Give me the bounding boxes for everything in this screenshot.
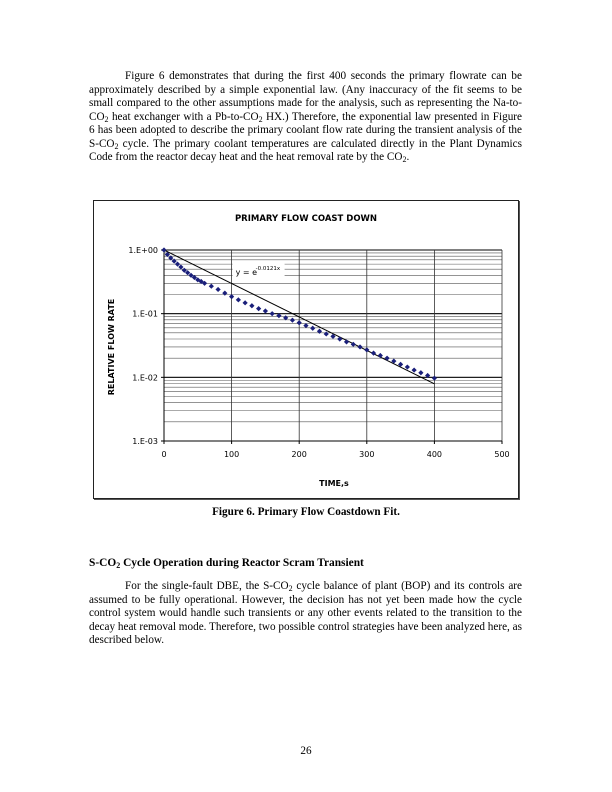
data-point-marker — [263, 308, 268, 313]
data-point-marker — [236, 297, 241, 302]
data-point-marker — [412, 367, 417, 372]
data-point-marker — [357, 344, 362, 349]
svg-text:-0.0121x: -0.0121x — [255, 266, 281, 273]
data-point-marker — [161, 247, 166, 252]
data-point-marker — [256, 306, 261, 311]
body-paragraph-1: Figure 6 demonstrates that during the first 400 seconds the primary flowrate can be approximately described by a simple exponential law. (Any inaccuracy of the fit seems to be small compared to the other assumptions made for the analysis, such as representing the $Na-to-CO_2$ heat exchanger with a $Pb-to-CO_2$ HX.) Therefore, the exponential law presented in Figure 6 has been adopted to describe the primary coolant flow rate during the transient analysis of the $S-CO_2$ cycle. The primary coolant temperatures are calculated directly in the Plant Dynamics Code from the reactor decay heat and the heat removal rate by the $CO_2$. — [89, 70, 522, 164]
data-point-marker — [297, 320, 302, 325]
y-tick-label: 1.E-03 — [132, 437, 158, 446]
page-number: 26 — [300, 745, 312, 757]
data-point-marker — [249, 303, 254, 308]
section-heading: $S-CO_2$ Cycle Operation during Reactor Scram Transient — [89, 557, 364, 570]
body-paragraph-2: For the single-fault DBE, the $S-CO_2$ cycle balance of plant (BOP) and its controls are assumed to be fully operational. However, the decision has not yet been made how the cycle control system would handle such transients or any other events related to the transition to the decay heat removal mode. Therefore, two possible control strategies have been analyzed here, as described below. — [89, 580, 522, 646]
data-point-marker — [243, 300, 248, 305]
data-point-marker — [310, 326, 315, 331]
data-point-marker — [229, 294, 234, 299]
data-point-marker — [215, 287, 220, 292]
data-point-marker — [418, 370, 423, 375]
y-tick-label: 1.E-01 — [132, 309, 158, 319]
x-tick-label: 100 — [223, 450, 240, 459]
data-point-marker — [337, 336, 342, 341]
data-point-marker — [324, 331, 329, 336]
chart-gridlines — [164, 250, 502, 441]
figure-6-chart — [93, 200, 519, 499]
data-point-marker — [175, 262, 180, 267]
x-tick-label: 500 — [494, 450, 510, 459]
chart-axes — [128, 246, 509, 459]
data-point-marker — [344, 339, 349, 344]
data-point-marker — [172, 258, 177, 263]
data-point-marker — [290, 318, 295, 323]
x-tick-label: 400 — [426, 450, 443, 459]
data-point-marker — [270, 311, 275, 316]
x-tick-label: 0 — [161, 450, 167, 459]
data-point-marker — [222, 291, 227, 296]
data-point-marker — [178, 264, 183, 269]
x-tick-label: 300 — [359, 450, 375, 459]
figure-caption: Figure 6. Primary Flow Coastdown Fit. — [212, 506, 400, 518]
data-point-marker — [209, 284, 214, 289]
data-point-marker — [405, 364, 410, 369]
chart-title: PRIMARY FLOW COAST DOWN — [234, 214, 378, 224]
y-tick-label: 1.E+00 — [128, 246, 158, 255]
fit-equation-label — [233, 261, 285, 279]
data-point-marker — [378, 353, 383, 358]
x-axis-label: TIME,s — [319, 479, 349, 488]
y-tick-label: 1.E-02 — [132, 373, 158, 383]
x-tick-label: 200 — [291, 450, 307, 459]
y-axis-label: RELATIVE FLOW RATE — [107, 298, 116, 396]
fit-equation: y = e — [235, 268, 258, 278]
chart-canvas — [94, 201, 518, 498]
